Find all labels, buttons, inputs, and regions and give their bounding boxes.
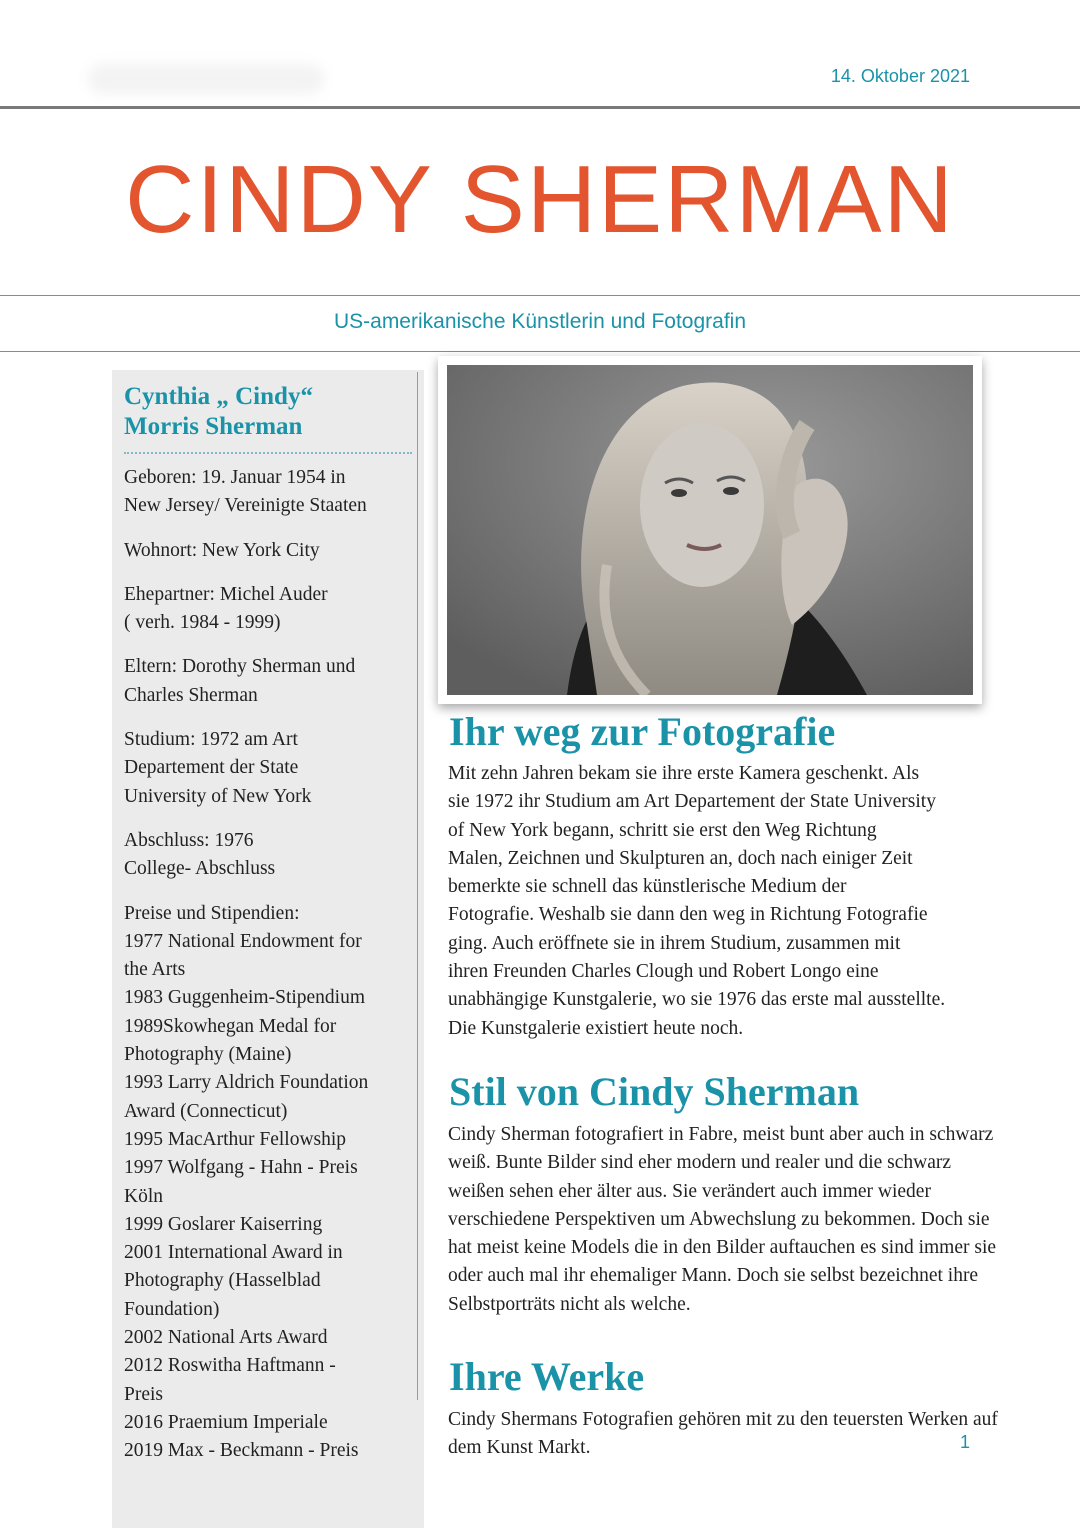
subtitle-rule-lower	[0, 351, 1080, 352]
sidebar-fact-line: Studium: 1972 am Art	[124, 729, 298, 751]
sidebar-fact-line: 1983 Guggenheim-Stipendium	[124, 987, 366, 1009]
paragraph-line: dem Kunst Markt.	[448, 1437, 591, 1459]
name-line: Cynthia „ Cindy“	[124, 383, 313, 410]
section-heading: Ihr weg zur Fotografie	[449, 709, 836, 754]
portrait-image	[447, 365, 973, 695]
sidebar-fact-line: Award (Connecticut)	[124, 1100, 288, 1122]
sidebar-fact-line: 2001 International Award in	[124, 1242, 343, 1264]
paragraph-line: Die Kunstgalerie existiert heute noch.	[448, 1017, 744, 1039]
title-rule-lower	[0, 295, 1080, 296]
paragraph-line: ihren Freunden Charles Clough und Robert Longo eine	[448, 961, 879, 983]
sidebar-fact-line: 1989Skowhegan Medal for	[124, 1015, 337, 1037]
sidebar-facts	[124, 464, 416, 1466]
portrait-photo	[447, 365, 973, 695]
section-paragraph	[448, 760, 945, 1043]
portrait-photo-frame	[438, 356, 982, 704]
paragraph-line: hat meist keine Models die in den Bilder auftauchen es sind immer sie	[448, 1237, 997, 1259]
sidebar-fact-line: Photography (Maine)	[124, 1044, 292, 1066]
sidebar-fact-line: Geboren: 19. Januar 1954 in	[124, 467, 346, 488]
sidebar-fact	[124, 900, 416, 1466]
sidebar-fact	[124, 653, 416, 710]
sidebar-fact-line: 2019 Max - Beckmann - Preis	[124, 1440, 359, 1462]
sidebar-fact-line: Preise und Stipendien:	[124, 902, 300, 924]
sidebar-fact-line: 1993 Larry Aldrich Foundation	[124, 1072, 369, 1094]
date-label: 14. Oktober 2021	[830, 66, 970, 86]
paragraph-line: oder auch mal ihr ehemaliger Mann. Doch sie selbst bezeichnet ihre	[448, 1265, 979, 1287]
dotted-divider	[124, 452, 412, 454]
paragraph-line: of New York begann, schritt sie erst den Weg Richtung	[448, 819, 877, 841]
sidebar-fact	[124, 726, 416, 811]
sidebar-fact	[124, 827, 416, 884]
sidebar-fact	[124, 464, 416, 521]
blurred-header-mark	[88, 64, 324, 94]
name-line: Morris Sherman	[124, 413, 303, 440]
section-paragraph	[448, 1406, 998, 1463]
sidebar-fact-line: 1997 Wolfgang - Hahn - Preis	[124, 1157, 358, 1179]
sidebar-fact-line: 1977 National Endowment for	[124, 930, 362, 952]
sidebar-fact-line: New Jersey/ Vereinigte Staaten	[124, 495, 367, 517]
sidebar-fact-line: ( verh. 1984 - 1999)	[124, 612, 281, 634]
top-rule	[0, 106, 1080, 109]
page-number: 1	[960, 1432, 971, 1452]
sidebar-fact-line: 2002 National Arts Award	[124, 1327, 328, 1349]
paragraph-line: Selbstporträts nicht als welche.	[448, 1293, 691, 1315]
paragraph-line: Fotografie. Weshalb sie dann den weg in Richtung Fotografie	[448, 904, 928, 926]
sidebar-fact-line: Preis	[124, 1383, 163, 1405]
sidebar-content	[124, 382, 416, 1482]
paragraph-line: ging. Auch eröffnete sie in ihrem Studium, zusammen mit	[448, 932, 901, 954]
paragraph-line: Malen, Zeichnen und Skulpturen an, doch nach einiger Zeit	[448, 847, 913, 869]
paragraph-line: Cindy Sherman fotografiert in Fabre, meist bunt aber auch in schwarz	[448, 1124, 994, 1145]
sidebar-fact-line: Departement der State	[124, 757, 299, 779]
sidebar-person-name	[124, 382, 416, 442]
sidebar-fact-line: Ehepartner: Michel Auder	[124, 583, 328, 605]
paragraph-line: weißen sehen eher älter aus. Sie verändert auch immer wieder	[448, 1180, 931, 1202]
paragraph-line: sie 1972 ihr Studium am Art Departement der State University	[448, 791, 936, 813]
sidebar-fact-line: 1995 MacArthur Fellowship	[124, 1128, 347, 1150]
sidebar-fact	[124, 581, 416, 638]
paragraph-line: weiß. Bunte Bilder sind eher modern und realer und die schwarz	[448, 1152, 952, 1174]
sidebar-fact-line: Foundation)	[124, 1298, 220, 1320]
page-title: CINDY SHERMAN	[125, 146, 955, 253]
section-paragraph	[448, 1121, 996, 1319]
sidebar-fact-line: Abschluss: 1976	[124, 829, 254, 851]
sidebar-fact	[124, 537, 416, 565]
sidebar-fact-line: College- Abschluss	[124, 858, 276, 880]
sidebar-fact-line: Wohnort: New York City	[124, 539, 320, 561]
sidebar-fact-line: Eltern: Dorothy Sherman und	[124, 656, 356, 678]
sidebar-fact-line: Köln	[124, 1185, 163, 1207]
sidebar-fact-line: Charles Sherman	[124, 684, 258, 706]
sidebar-divider	[417, 372, 418, 1400]
section-heading: Ihre Werke	[449, 1354, 645, 1399]
sidebar-fact-line: University of New York	[124, 785, 312, 807]
paragraph-line: verschiedene Perspektiven um Abwechslung zu bekommen. Doch sie	[448, 1208, 990, 1230]
paragraph-line: Cindy Shermans Fotografien gehören mit zu den teuersten Werken auf	[448, 1409, 998, 1430]
sidebar-fact-line: the Arts	[124, 959, 186, 981]
sidebar-fact-line: 2012 Roswitha Haftmann -	[124, 1355, 336, 1377]
page-subtitle: US-amerikanische Künstlerin und Fotografin	[333, 310, 747, 333]
sidebar-fact-line: 1999 Goslarer Kaiserring	[124, 1213, 323, 1235]
section-heading: Stil von Cindy Sherman	[449, 1069, 860, 1114]
paragraph-line: bemerkte sie schnell das künstlerische Medium der	[448, 876, 847, 898]
paragraph-line: unabhängige Kunstgalerie, wo sie 1976 das erste mal ausstellte.	[448, 989, 946, 1011]
sidebar-fact-line: 2016 Praemium Imperiale	[124, 1411, 328, 1433]
sidebar-fact-line: Photography (Hasselblad	[124, 1270, 321, 1292]
paragraph-line: Mit zehn Jahren bekam sie ihre erste Kamera geschenkt. Als	[448, 763, 920, 784]
